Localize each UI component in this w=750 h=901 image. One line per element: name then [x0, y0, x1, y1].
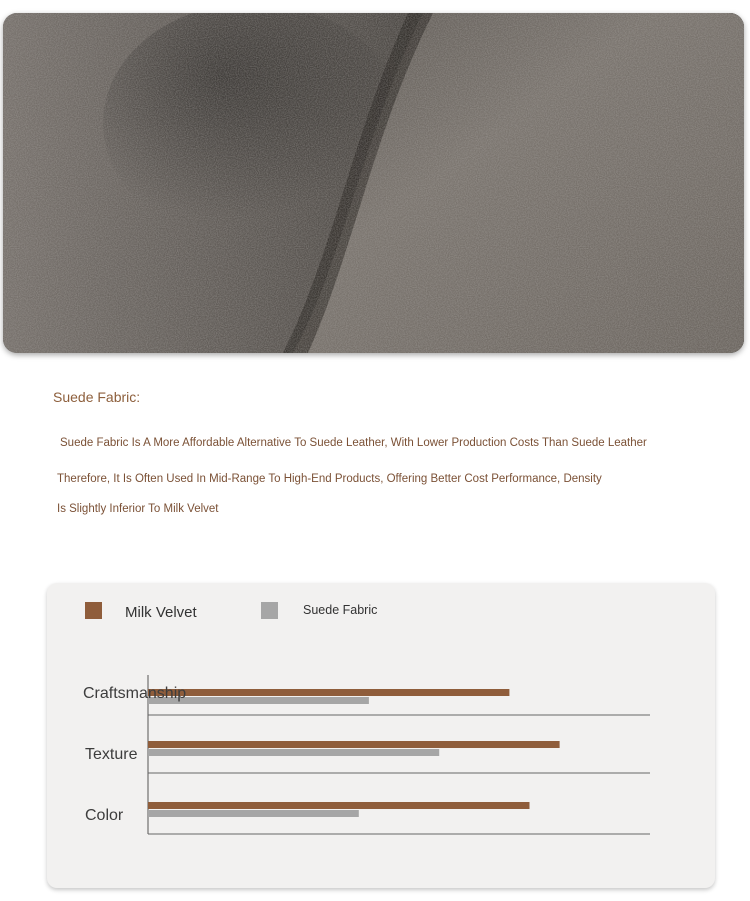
fabric-photo: [3, 13, 744, 353]
bar-milk-velvet-color: [148, 802, 530, 809]
bar-milk-velvet-texture: [148, 741, 560, 748]
bar-milk-velvet-craftsmanship: [148, 689, 509, 696]
bar-suede-fabric-texture: [148, 749, 439, 756]
description-line-1: Suede Fabric Is A More Affordable Alternative To Suede Leather, With Lower Production Costs Than Suede Leather: [60, 437, 647, 449]
legend-label-milk-velvet: Milk Velvet: [125, 604, 197, 621]
comparison-chart-card: [47, 583, 715, 888]
section-heading: Suede Fabric:: [53, 389, 141, 405]
category-label-texture: Texture: [85, 746, 138, 763]
category-label-color: Color: [85, 807, 124, 824]
bar-chart: [47, 583, 715, 888]
category-label-craftsmanship: Craftsmanship: [83, 685, 187, 702]
description-line-3: Is Slightly Inferior To Milk Velvet: [57, 503, 219, 515]
bar-suede-fabric-color: [148, 810, 359, 817]
description-line-2: Therefore, It Is Often Used In Mid-Range To High-End Products, Offering Better Cost Performance, Density: [57, 473, 602, 485]
legend-label-suede-fabric: Suede Fabric: [303, 603, 378, 617]
suede-texture-image: [3, 13, 744, 353]
